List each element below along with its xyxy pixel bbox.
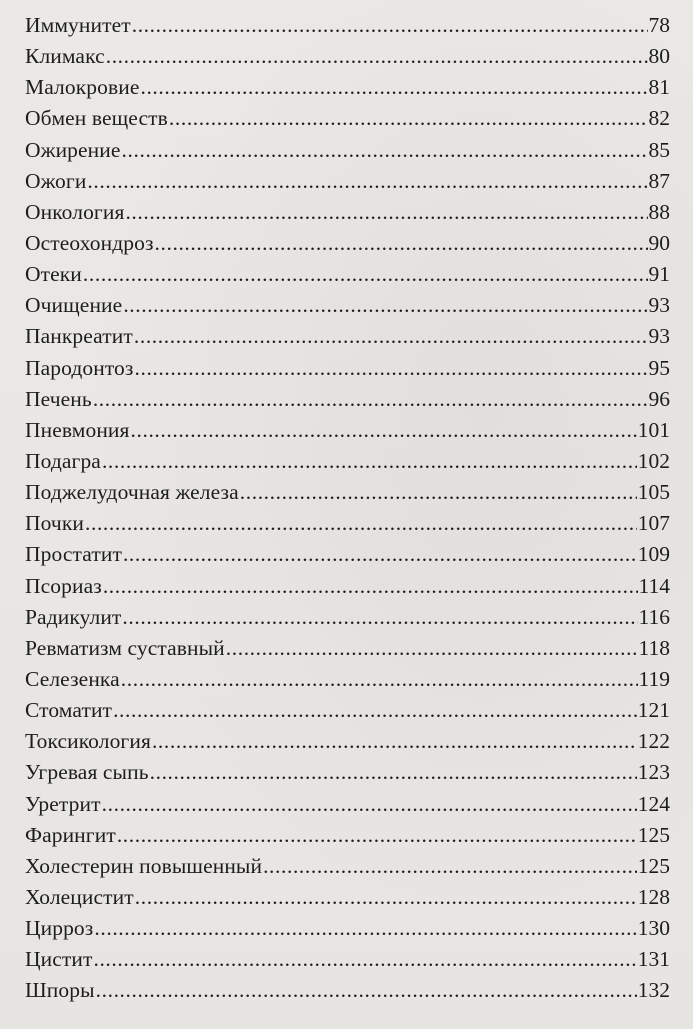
toc-entry [25,72,670,103]
toc-entry [25,602,670,633]
toc-entry [25,508,670,539]
toc-entry [25,726,670,757]
toc-entry-title: Ожоги [25,168,87,193]
toc-entry [25,384,670,415]
toc-entry-title: Пневмония [25,417,130,442]
dot-leader [123,290,647,321]
toc-entry-title: Фарингит [25,822,116,847]
dot-leader [140,72,647,103]
toc-entry-page-number: 128 [637,884,670,909]
toc-entry-page-number: 119 [638,666,670,691]
toc-entry [25,353,670,384]
toc-entry [25,944,670,975]
toc-entry-title: Поджелудочная железа [25,480,239,505]
toc-entry [25,695,670,726]
toc-entry-page-number: 101 [637,417,670,442]
toc-entry-title: Очищение [25,293,123,318]
dot-leader [106,41,648,72]
table-of-contents [25,10,670,1007]
dot-leader [93,944,636,975]
dot-leader [135,882,637,913]
toc-entry-page-number: 125 [637,822,670,847]
toc-entry-page-number: 95 [648,355,670,380]
dot-leader [135,353,648,384]
toc-entry-title: Стоматит [25,698,113,723]
toc-entry-title: Обмен веществ [25,106,168,131]
toc-entry-title: Остеохондроз [25,230,154,255]
toc-entry [25,913,670,944]
dot-leader [122,135,648,166]
toc-entry-title: Подагра [25,448,101,473]
dot-leader [134,321,648,352]
toc-entry-page-number: 131 [637,947,670,972]
toc-entry-page-number: 82 [648,106,670,131]
dot-leader [155,228,648,259]
toc-entry-page-number: 87 [648,168,670,193]
dot-leader [263,851,637,882]
dot-leader [113,695,637,726]
toc-entry-page-number: 109 [637,542,670,567]
toc-entry-page-number: 91 [648,262,670,287]
toc-entry-page-number: 121 [637,698,670,723]
dot-leader [94,913,636,944]
dot-leader [240,477,637,508]
toc-entry-page-number: 81 [648,75,670,100]
dot-leader [150,757,637,788]
toc-entry-title: Селезенка [25,666,120,691]
toc-entry-page-number: 78 [648,13,670,37]
toc-entry-page-number: 116 [638,604,670,629]
toc-entry [25,851,670,882]
toc-entry-page-number: 132 [637,978,670,1003]
toc-entry-title: Радикулит [25,604,122,629]
toc-entry [25,539,670,570]
toc-entry [25,820,670,851]
dot-leader [152,726,637,757]
toc-entry [25,789,670,820]
toc-entry-page-number: 122 [637,729,670,754]
dot-leader [169,103,648,134]
dot-leader [102,446,637,477]
toc-entry-page-number: 130 [637,916,670,941]
toc-entry-title: Холецистит [25,884,134,909]
toc-entry [25,415,670,446]
dot-leader [125,197,647,228]
toc-entry-page-number: 105 [637,480,670,505]
dot-leader [131,415,637,446]
toc-entry [25,882,670,913]
toc-entry-title: Ожирение [25,137,121,162]
toc-entry-title: Печень [25,386,92,411]
toc-entry [25,633,670,664]
toc-entry-page-number: 80 [648,44,670,69]
toc-entry [25,197,670,228]
toc-entry-title: Токсикология [25,729,151,754]
dot-leader [93,384,648,415]
toc-entry [25,477,670,508]
toc-entry-page-number: 118 [638,635,670,660]
toc-entry [25,10,670,41]
toc-entry-title: Уретрит [25,791,101,816]
toc-entry-page-number: 123 [637,760,670,785]
toc-entry-title: Псориаз [25,573,102,598]
toc-entry-page-number: 85 [648,137,670,162]
toc-entry-page-number: 124 [637,791,670,816]
dot-leader [103,571,638,602]
toc-entry [25,290,670,321]
toc-entry-title: Простатит [25,542,122,567]
dot-leader [117,820,637,851]
toc-entry [25,321,670,352]
dot-leader [121,664,638,695]
toc-entry [25,103,670,134]
toc-entry [25,446,670,477]
dot-leader [96,975,637,1006]
toc-entry [25,228,670,259]
dot-leader [226,633,638,664]
toc-entry-title: Отеки [25,262,82,287]
toc-entry-page-number: 107 [637,511,670,536]
dot-leader [132,10,648,41]
toc-entry-title: Онкология [25,199,125,224]
toc-entry-page-number: 114 [638,573,670,598]
toc-entry-title: Иммунитет [25,13,131,37]
toc-entry-page-number: 88 [648,199,670,224]
toc-entry [25,135,670,166]
toc-entry-page-number: 93 [648,324,670,349]
toc-entry-title: Шпоры [25,978,95,1003]
toc-entry [25,571,670,602]
toc-entry-title: Цистит [25,947,93,972]
toc-entry-title: Пародонтоз [25,355,134,380]
toc-entry [25,664,670,695]
toc-entry-page-number: 96 [648,386,670,411]
toc-entry-title: Угревая сыпь [25,760,149,785]
toc-entry-title: Климакс [25,44,105,69]
dot-leader [87,166,647,197]
toc-entry-page-number: 93 [648,293,670,318]
toc-entry-title: Ревматизм суставный [25,635,225,660]
toc-entry [25,975,670,1006]
toc-entry [25,259,670,290]
toc-entry [25,41,670,72]
toc-entry-page-number: 90 [648,230,670,255]
toc-entry-title: Цирроз [25,916,94,941]
toc-entry-title: Малокровие [25,75,140,100]
toc-entry-title: Холестерин повышенный [25,853,263,878]
dot-leader [122,602,637,633]
toc-entry-title: Панкреатит [25,324,133,349]
toc-entry [25,757,670,788]
toc-entry-page-number: 102 [637,448,670,473]
toc-entry-page-number: 125 [637,853,670,878]
toc-entry [25,166,670,197]
dot-leader [123,539,637,570]
dot-leader [85,508,637,539]
dot-leader [102,789,637,820]
toc-entry-title: Почки [25,511,84,536]
dot-leader [83,259,648,290]
